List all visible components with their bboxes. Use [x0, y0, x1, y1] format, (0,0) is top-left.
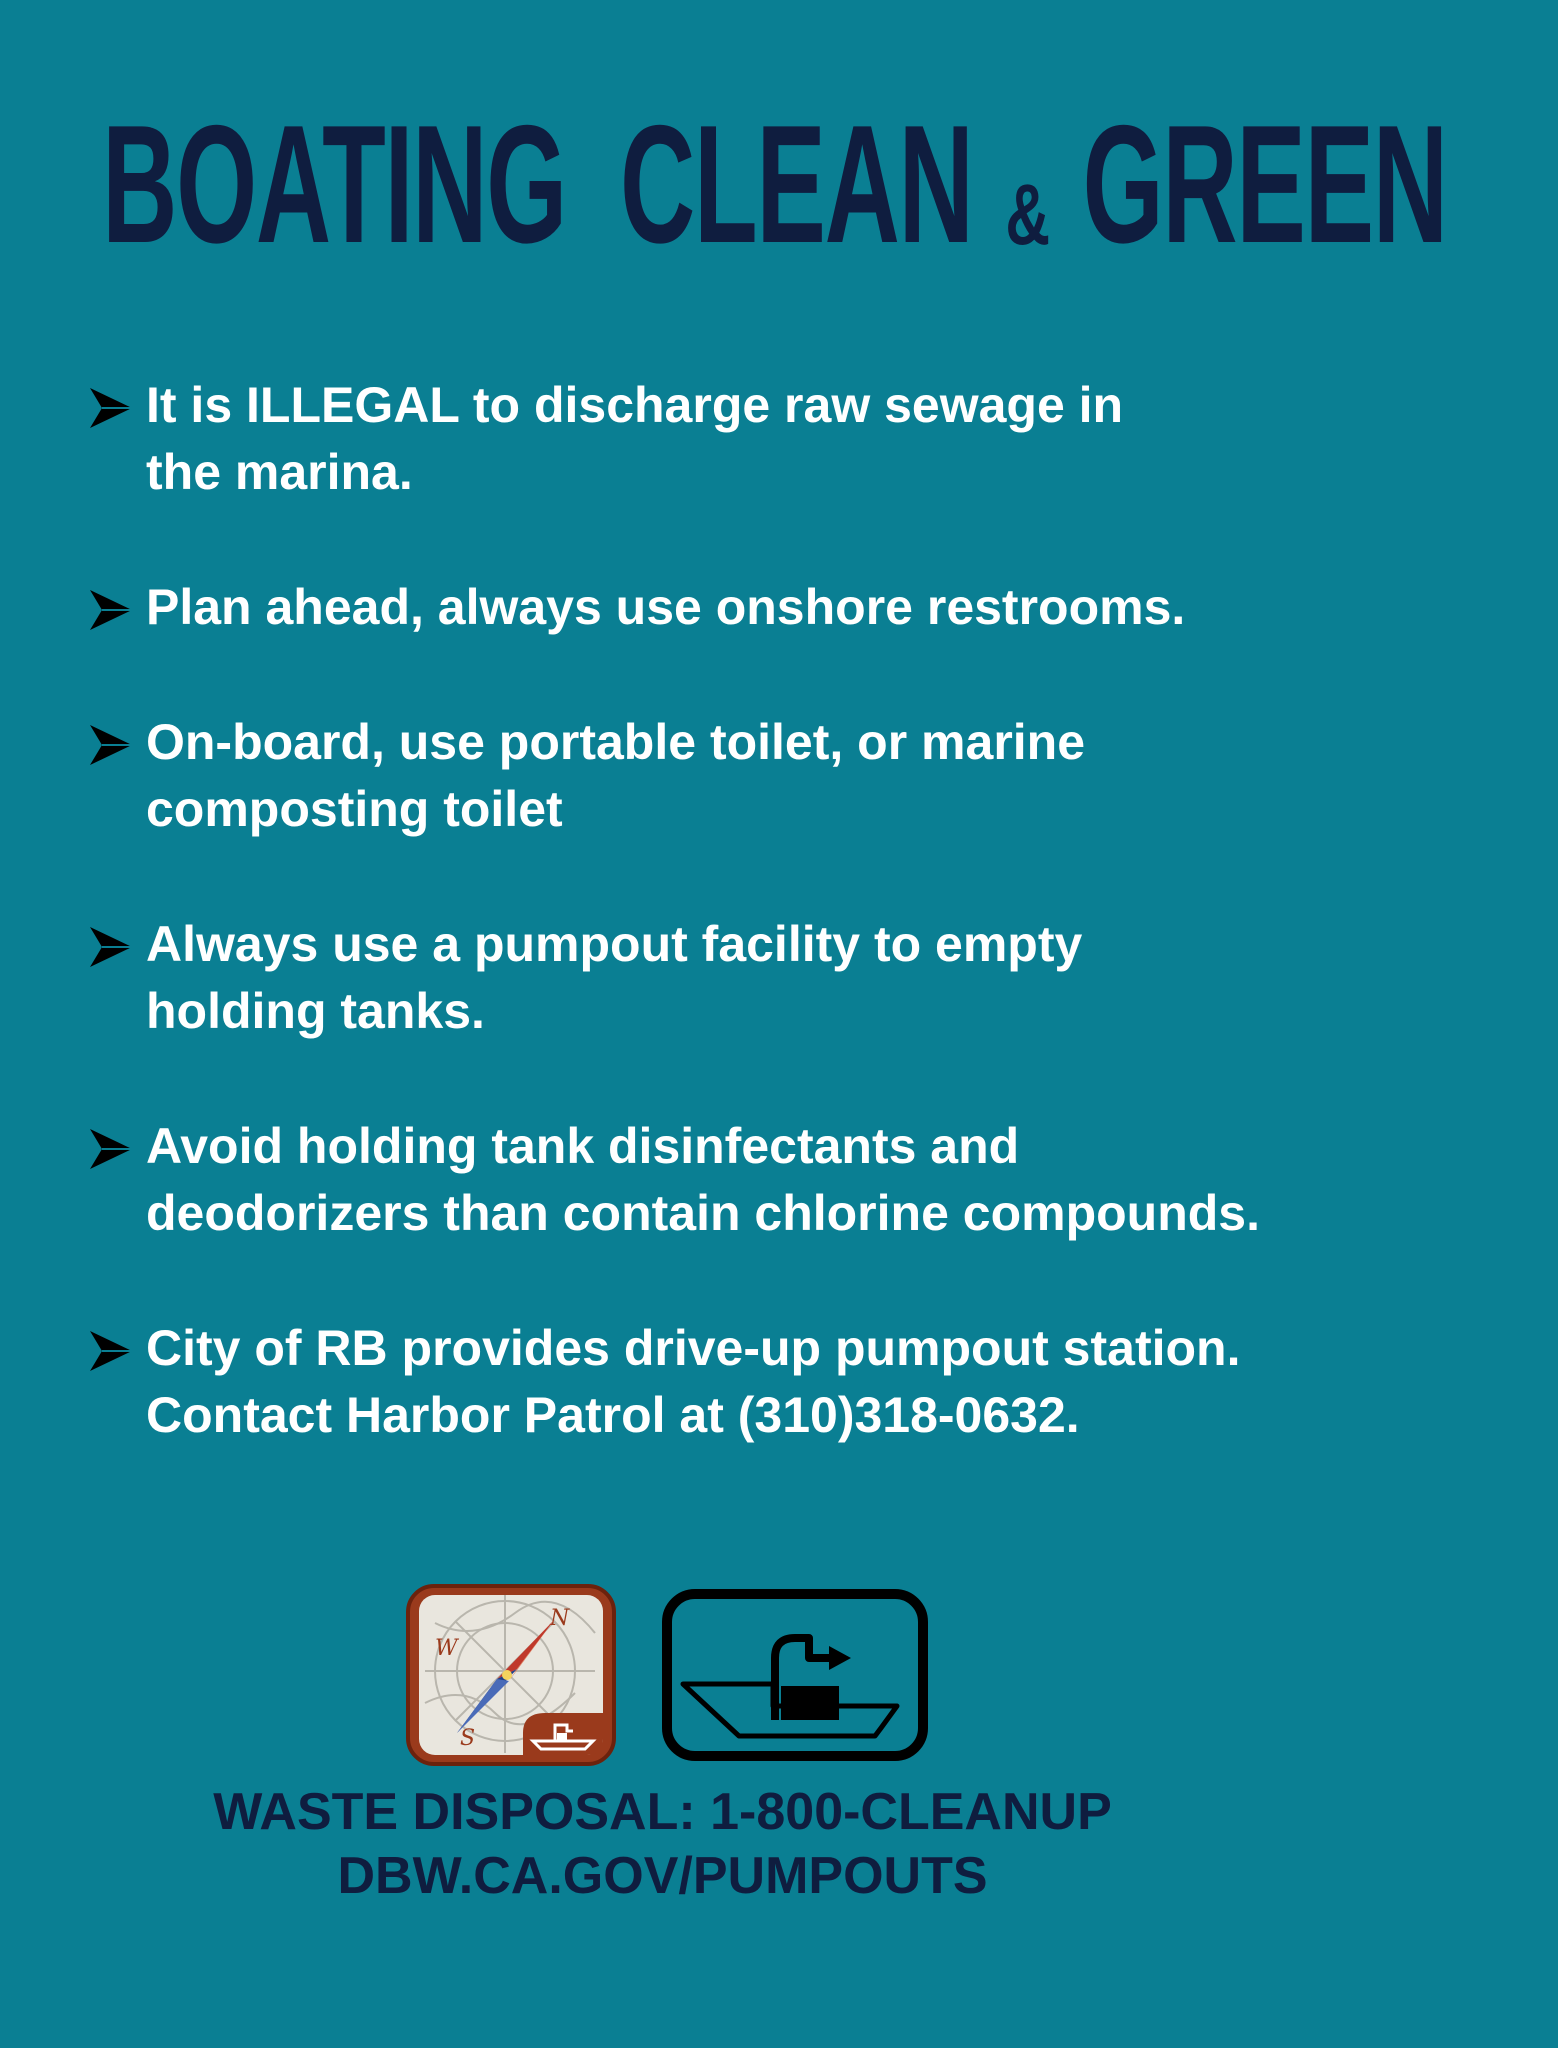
bullet-line-1: On-board, use portable toilet, or marine	[146, 714, 1086, 770]
list-item	[88, 372, 1288, 506]
arrowhead-bullet-icon	[88, 925, 134, 969]
title-word-clean: CLEAN	[620, 90, 973, 278]
list-item	[88, 911, 1288, 1045]
bullet-line-2: Contact Harbor Patrol at (310)318-0632.	[146, 1387, 1080, 1443]
compass-letter-w: W	[435, 1636, 458, 1661]
bullet-line-2: composting toilet	[146, 781, 563, 837]
bullet-list	[88, 372, 1288, 1517]
compass-letter-s: S	[460, 1726, 476, 1751]
compass-map-icon	[405, 1583, 617, 1767]
bullet-line-1: It is ILLEGAL to discharge raw sewage in	[146, 377, 1124, 433]
pumpouts-website: DBW.CA.GOV/PUMPOUTS	[337, 1847, 988, 1905]
compass-letter-n: N	[550, 1606, 570, 1631]
list-item	[88, 1315, 1288, 1449]
waste-disposal-phone: WASTE DISPOSAL: 1-800-CLEANUP	[213, 1783, 1112, 1841]
bullet-line-1: Avoid holding tank disinfectants and	[146, 1118, 1020, 1174]
arrowhead-bullet-icon	[88, 1127, 134, 1171]
list-item	[88, 574, 1288, 641]
bullet-line-2: holding tanks.	[146, 983, 485, 1039]
arrowhead-bullet-icon	[88, 588, 134, 632]
bullet-line-1: Plan ahead, always use onshore restrooms.	[146, 579, 1186, 635]
bullet-line-2: the marina.	[146, 444, 413, 500]
title-word-green: GREEN	[1082, 90, 1447, 278]
title-word-boating: BOATING	[102, 90, 567, 278]
bullet-line-2: deodorizers than contain chlorine compounds.	[146, 1185, 1260, 1241]
title-ampersand: &	[1005, 167, 1049, 263]
arrowhead-bullet-icon	[88, 1329, 134, 1373]
poster-title	[0, 90, 1447, 299]
pumpout-boat-icon	[661, 1588, 929, 1762]
list-item	[88, 1113, 1288, 1247]
logo-row	[0, 1583, 1325, 1768]
arrowhead-bullet-icon	[88, 723, 134, 767]
arrowhead-bullet-icon	[88, 386, 134, 430]
bullet-line-1: City of RB provides drive-up pumpout station.	[146, 1320, 1241, 1376]
bullet-line-1: Always use a pumpout facility to empty	[146, 916, 1083, 972]
list-item	[88, 709, 1288, 843]
